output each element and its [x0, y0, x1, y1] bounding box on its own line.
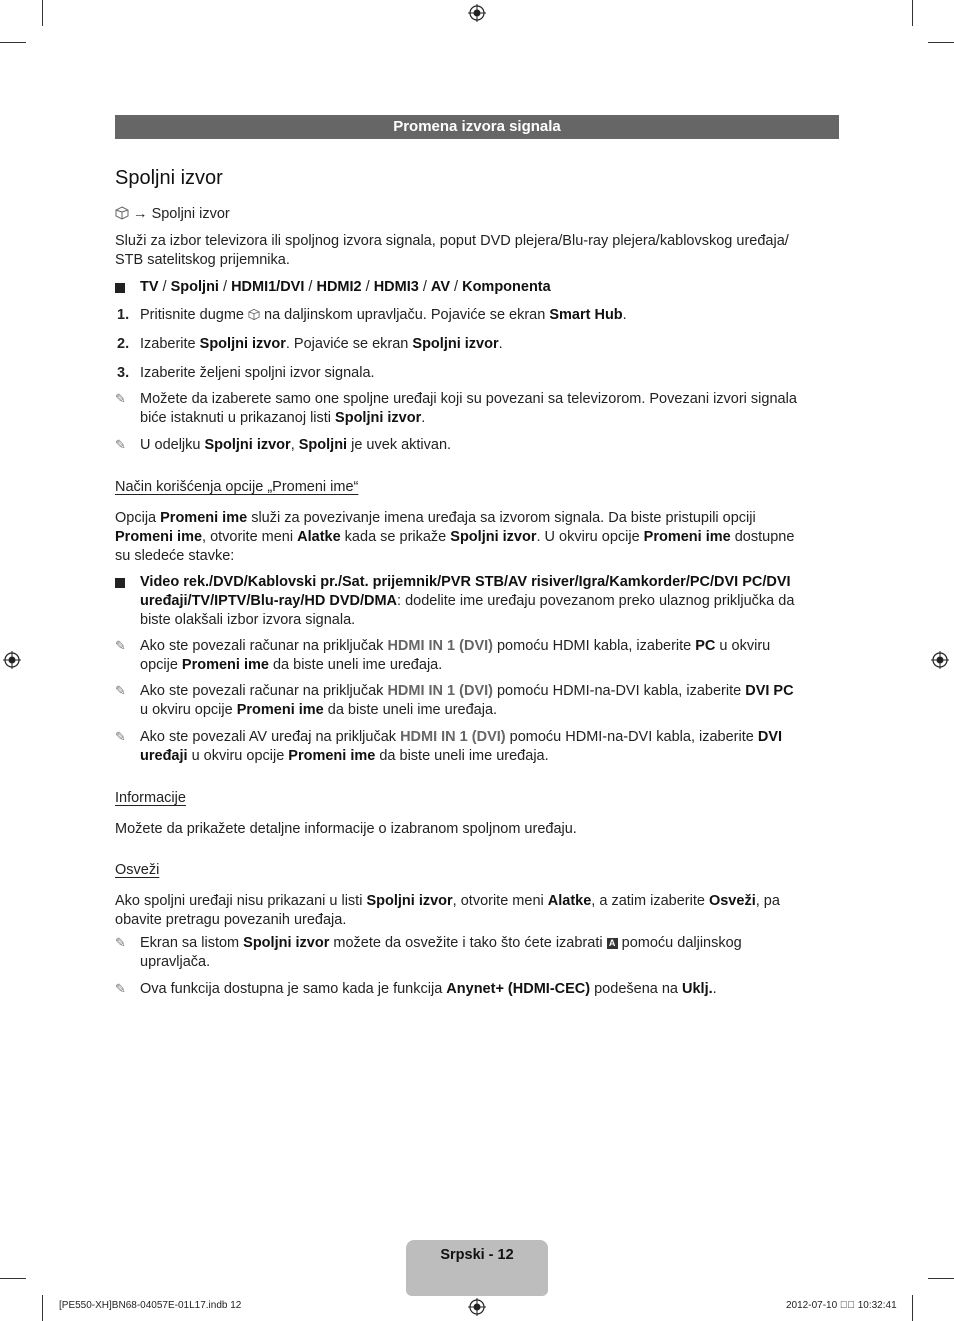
note-line: Ako ste povezali računar na priključak HDMI IN 1 (DVI) pomoću HDMI-na-DVI kabla, izaberite DVI PC	[140, 683, 794, 699]
subheading-info: Informacije	[115, 790, 186, 806]
source-list: TV / Spoljni / HDMI1/DVI / HDMI2 / HDMI3 / AV / Komponenta	[140, 279, 551, 295]
device-list: Video rek./DVD/Kablovski pr./Sat. prijemnik/PVR STB/AV risiver/Igra/Kamkorder/PC/DVI PC/DVI	[140, 574, 791, 590]
crop-mark	[0, 1278, 26, 1279]
bullet-square-icon	[115, 573, 125, 594]
rename-paragraph: Promeni ime, otvorite meni Alatke kada se prikaže Spoljni izvor. U okviru opcije Promeni ime dostupne	[115, 529, 795, 545]
note-icon: ✎	[115, 438, 126, 453]
smart-hub-icon	[248, 308, 260, 321]
note-line: biće istaknuti u prikazanoj listi Spoljni izvor.	[140, 410, 426, 426]
refresh-paragraph: obavite pretragu povezanih uređaja.	[115, 912, 347, 928]
arrow-label: →	[133, 206, 148, 222]
note-icon: ✎	[115, 936, 126, 951]
note-line: upravljača.	[140, 954, 211, 970]
step-1: Pritisnite dugme na daljinskom upravljaču. Pojaviće se ekran Smart Hub.	[140, 307, 627, 323]
note-line: u okviru opcije Promeni ime da biste uneli ime uređaja.	[140, 702, 498, 718]
registration-mark-icon	[3, 651, 21, 669]
registration-mark-icon	[468, 1298, 486, 1316]
section-header-bar: Promena izvora signala	[115, 115, 839, 139]
note-line: U odeljku Spoljni izvor, Spoljni je uvek aktivan.	[140, 437, 452, 453]
step-number: 1.	[117, 307, 130, 323]
note-line: Ekran sa listom Spoljni izvor možete da osvežite i tako što ćete izabrati A pomoću daljinskog	[140, 935, 742, 951]
intro-line-2: STB satelitskog prijemnika.	[115, 252, 290, 268]
a-button-icon: A	[607, 938, 618, 949]
crop-mark	[42, 1295, 43, 1321]
note-icon: ✎	[115, 392, 126, 407]
device-list: uređaji/TV/IPTV/Blu-ray/HD DVD/DMA: dodelite ime uređaju povezanom preko ulaznog priključka da	[140, 593, 795, 609]
refresh-paragraph: Ako spoljni uređaji nisu prikazani u listi Spoljni izvor, otvorite meni Alatke, a zatim izaberite Osveži, pa	[115, 893, 780, 909]
bullet-square-icon	[115, 278, 125, 299]
print-info-right: 2012-07-10 ￿￿ 10:32:41	[786, 1300, 897, 1311]
intro-line-1: Služi za izbor televizora ili spoljnog izvora signala, poput DVD plejera/Blu-ray plejera/kablovskog uređaja/	[115, 233, 789, 249]
page-title: Spoljni izvor	[115, 167, 223, 189]
page-number: Srpski - 12	[440, 1247, 514, 1263]
crop-mark	[912, 0, 913, 26]
crop-mark	[928, 42, 954, 43]
path-target: Spoljni izvor	[151, 206, 230, 222]
note-line: opcije Promeni ime da biste uneli ime uređaja.	[140, 657, 443, 673]
step-number: 2.	[117, 336, 130, 352]
step-number: 3.	[117, 365, 130, 381]
info-paragraph: Možete da prikažete detaljne informacije o izabranom spoljnom uređaju.	[115, 821, 577, 837]
subheading-rename: Način korišćenja opcije „Promeni ime“	[115, 479, 359, 495]
note-line: Ako ste povezali računar na priključak HDMI IN 1 (DVI) pomoću HDMI kabla, izaberite PC u okviru	[140, 638, 771, 654]
crop-mark	[912, 1295, 913, 1321]
smart-hub-icon	[115, 206, 129, 220]
device-list: biste olakšali izbor izvora signala.	[140, 612, 356, 628]
print-info-left: [PE550-XH]BN68-04057E-01L17.indb 12	[59, 1300, 242, 1311]
step-3: Izaberite željeni spoljni izvor signala.	[140, 365, 375, 381]
rename-paragraph: Opcija Promeni ime služi za povezivanje imena uređaja sa izvorom signala. Da biste pristupili opciji	[115, 510, 756, 526]
subheading-refresh: Osveži	[115, 862, 160, 878]
registration-mark-icon	[931, 651, 949, 669]
menu-path	[115, 205, 840, 224]
crop-mark	[42, 0, 43, 26]
rename-paragraph: su sledeće stavke:	[115, 548, 235, 564]
step-2: Izaberite Spoljni izvor. Pojaviće se ekran Spoljni izvor.	[140, 336, 503, 352]
note-line: Možete da izaberete samo one spoljne uređaji koji su povezani sa televizorom. Povezani izvori signala	[140, 391, 797, 407]
crop-mark	[928, 1278, 954, 1279]
note-line: uređaji u okviru opcije Promeni ime da biste uneli ime uređaja.	[140, 748, 549, 764]
note-line: Ova funkcija dostupna je samo kada je funkcija Anynet+ (HDMI-CEC) podešena na Uklj..	[140, 981, 717, 997]
crop-mark	[0, 42, 26, 43]
note-line: Ako ste povezali AV uređaj na priključak HDMI IN 1 (DVI) pomoću HDMI-na-DVI kabla, izaberite DVI	[140, 729, 783, 745]
registration-mark-icon	[468, 4, 486, 22]
note-icon: ✎	[115, 730, 126, 745]
note-icon: ✎	[115, 639, 126, 654]
note-icon: ✎	[115, 684, 126, 699]
note-icon: ✎	[115, 982, 126, 997]
